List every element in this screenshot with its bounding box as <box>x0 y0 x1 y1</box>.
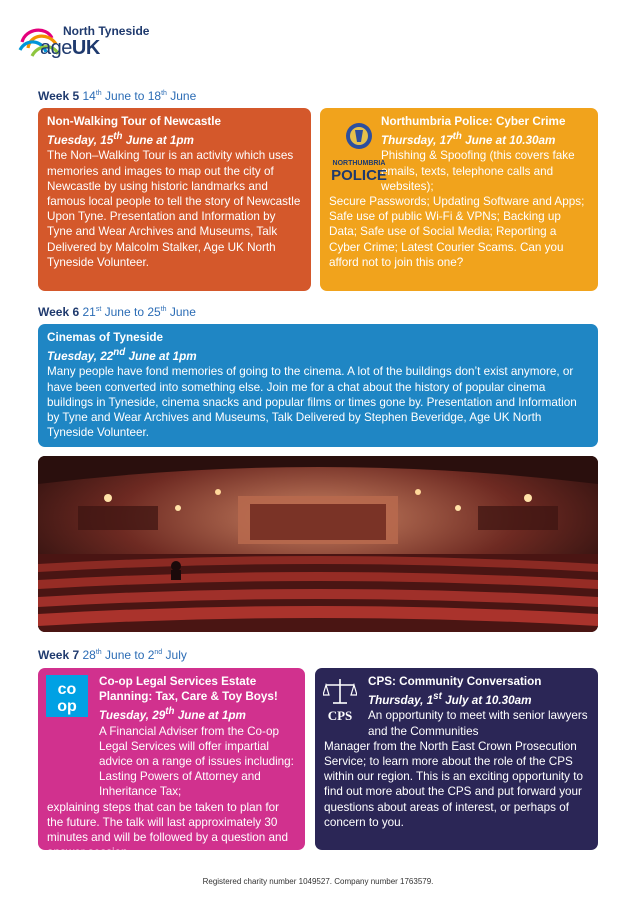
week-6-heading: Week 6 21st June to 25th June <box>38 305 196 319</box>
logo-wordmark: ageUK <box>40 37 100 59</box>
event-description: Manager from the North East Crown Prosecution Service; to learn more about the role of the CPS within our region. This is an exciting opportunity to find out more about the CPS and put forward your questions about areas of interest, or perhaps of concern to you. <box>324 739 583 829</box>
northumbria-police-logo <box>328 120 390 184</box>
logo-org-name: North Tyneside <box>63 24 150 38</box>
week-7-heading: Week 7 28th June to 2nd July <box>38 648 187 662</box>
event-card-coop-legal <box>38 668 305 860</box>
event-title: Co-op Legal Services Estate Planning: Tax, Care & Toy Boys! <box>99 675 278 704</box>
event-time: Tuesday, 29th June at 1pm <box>99 706 246 723</box>
event-description: Secure Passwords; Updating Software and Apps; Safe use of public Wi-Fi & VPNs; Backing up Data; Safe use of Social Media; Reporting a Cyber Crime; Latest Courier Scams. Can you afford not to join this one? <box>329 194 585 269</box>
event-title: Northumbria Police: Cyber Crime <box>381 115 566 128</box>
event-card-cinemas <box>38 324 598 447</box>
cinema-auditorium-photo <box>38 456 598 632</box>
coop-logo <box>46 675 88 717</box>
week-5-heading: Week 5 14th June to 18th June <box>38 89 197 103</box>
event-card-cyber-crime <box>320 108 598 291</box>
event-description: The Non–Walking Tour is an activity which uses memories and images to map out the city of Newcastle by using historic landmarks and famous local people to tell the story of Newcastle Upon Tyne. Presentation and Information by Tyne and Wear Archives and Museums, Talk Delivered by Malcolm Stalker, Age UK North Tyneside Volunteer. <box>47 149 301 269</box>
event-description: explaining steps that can be taken to plan for the future. The talk will last approximately 30 minutes and will be followed by a question and answer session. <box>47 800 289 860</box>
event-time: Thursday, 17th June at 10.30am <box>381 131 556 148</box>
footer-registration: Registered charity number 1049527. Company number 1763579. <box>202 877 434 886</box>
svg-text:CPS: CPS <box>327 708 353 723</box>
event-time: Tuesday, 22nd June at 1pm <box>47 347 197 364</box>
event-title: Non-Walking Tour of Newcastle <box>47 115 222 128</box>
event-time: Thursday, 1st July at 10.30am <box>368 691 532 708</box>
event-description-intro: An opportunity to meet with senior lawyers and the Communities <box>368 709 588 738</box>
event-time: Tuesday, 15th June at 1pm <box>47 131 194 148</box>
event-title: CPS: Community Conversation <box>368 675 542 688</box>
svg-text:NORTHUMBRIA: NORTHUMBRIA <box>332 160 386 167</box>
svg-text:co: co <box>57 681 77 698</box>
cps-scales-logo <box>323 677 357 723</box>
event-description-intro: Phishing & Spoofing (this covers fake emails, texts, telephone calls and websites); <box>381 149 575 193</box>
event-description: Many people have fond memories of going to the cinema. A lot of the buildings don’t exist anymore, or have been converted into something else. Join me for a chat about the history of popular cinema buildings in Tyneside, cinema snacks and popular films or times gone by. Presentation and Information by Tyne and Wear Archives and Museums, Talk Delivered by Stephen Beveridge, Age UK North Tyneside Volunteer. <box>47 365 577 440</box>
svg-text:POLICE: POLICE <box>331 167 387 184</box>
event-card-cps <box>315 668 598 850</box>
event-description-intro: A Financial Adviser from the Co-op Legal Services will offer impartial advice on a range of issues including: Lasting Powers of Attorney and Inheritance Tax; <box>99 724 294 799</box>
event-card-walking-tour <box>38 108 311 291</box>
svg-text:op: op <box>57 698 77 715</box>
event-title: Cinemas of Tyneside <box>47 331 164 344</box>
